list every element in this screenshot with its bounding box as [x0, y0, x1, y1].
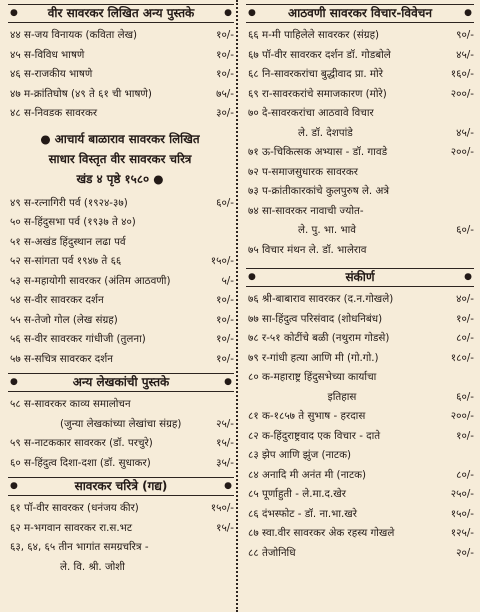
book-title: ५२ स-सांगता पर्व १९४७ ते ६६ [10, 255, 122, 267]
book-list-other-authors [0, 395, 240, 473]
book-price: १०/- [216, 29, 234, 41]
biography-heading-line3: खंड ४ पृष्ठे १५८० ● [76, 171, 164, 186]
book-price: ६०/- [456, 224, 474, 236]
book-title: ८२ क-हिंदुराष्ट्रवाद एक विचार - दाते [248, 429, 381, 442]
book-title: ५९ स-नाटककार सावरकर (डॉ. परचुरे) [10, 437, 153, 449]
book-price: १५/- [216, 437, 234, 449]
section-title: संकीर्ण [345, 270, 375, 284]
book-row [0, 330, 240, 350]
book-title: ७७ सा-हिंदुत्व परिसंवाद (शोधनिबंध) [248, 312, 383, 325]
left-column [0, 0, 240, 577]
book-list-memoirs [238, 26, 480, 260]
book-title: ६८ नि-सावरकरांचा बुद्धीवाद प्रा. मोरे [248, 68, 383, 80]
book-row [238, 143, 480, 163]
book-title: इतिहास [327, 390, 357, 403]
book-row [0, 558, 240, 578]
book-row [0, 519, 240, 539]
book-price: ४५/- [456, 48, 474, 61]
book-price: १०/- [456, 312, 474, 325]
book-row [0, 46, 240, 66]
book-title: ७३ प-क्रांतीकारकांचे कुलपुरुष ले. अत्रे [248, 185, 390, 197]
book-price: १५/- [216, 521, 234, 534]
book-row [238, 124, 480, 144]
book-row [238, 505, 480, 525]
book-title: ५३ स-महायोगी सावरकर (अंतिम आठवणी) [10, 274, 171, 287]
book-title: ७९ र-गांधी हत्या आणि मी (गो.गो.) [248, 351, 379, 364]
book-price: १५०/- [450, 507, 474, 520]
book-row [0, 213, 240, 233]
book-price: १०/- [216, 352, 234, 365]
book-title: ८७ स्वा.वीर सावरकर अेक रहस्य गोखले [248, 527, 395, 539]
book-row [238, 427, 480, 447]
book-price: १२५/- [450, 527, 474, 539]
book-price: ४५/- [456, 126, 474, 139]
book-price: २५/- [216, 417, 234, 430]
section-header-biographies-prose [8, 477, 234, 496]
book-title: ५८ स-सावरकर काव्य समालोचन [10, 398, 131, 410]
book-price: १०/- [216, 313, 234, 326]
book-title: ४५ स-विविध भाषणे [10, 48, 85, 61]
book-price: १५०/- [210, 502, 234, 514]
book-row [238, 368, 480, 388]
bullet-icon: ● [464, 272, 472, 282]
book-row [238, 466, 480, 486]
book-price: २००/- [450, 146, 474, 158]
bullet-icon: ● [10, 377, 18, 387]
book-title: ४९ स-रत्नागिरी पर्व (१९२४-३७) [10, 196, 128, 209]
book-title: ६९ रा-सावरकरांचे समाजकारण (मोरे) [248, 87, 387, 100]
book-row [238, 349, 480, 369]
section-header-other-authors [8, 373, 234, 392]
book-price: ५/- [221, 274, 234, 287]
book-price: १०/- [216, 294, 234, 306]
bullet-icon: ● [40, 131, 51, 146]
book-title: ५६ स-वीर सावरकर गांधीजी (तुलना) [10, 333, 146, 345]
book-title: ले. डॉ. देशपांडे [298, 126, 353, 139]
book-title: ४७ म-क्रांतिघोष (४९ ते ६१ ची भाषणे) [10, 87, 152, 100]
book-row [0, 194, 240, 214]
book-title: ८८ तेजोनिधि [248, 546, 296, 559]
book-row [238, 202, 480, 222]
book-price: २०/- [456, 546, 474, 559]
book-title: ७८ र-५१ कोटींचे बळी (नथुराम गोडसे) [248, 332, 390, 344]
book-row [0, 252, 240, 272]
book-row [0, 26, 240, 46]
book-row [0, 395, 240, 415]
book-title: ४८ स-निवडक सावरकर [10, 107, 98, 119]
book-row [238, 104, 480, 124]
book-title: ५७ स-सचित्र सावरकर दर्शन [10, 352, 113, 365]
book-title: ६६ म-मी पाहिलेले सावरकर (संग्रह) [248, 29, 380, 41]
book-price: ९०/- [456, 29, 474, 41]
book-title: ६० स-हिंदुत्व दिशा-दशा (डॉ. सुधाकर) [10, 456, 151, 469]
book-title: ८६ दंभस्फोट - डॉ. ना.भा.खरे [248, 507, 357, 520]
book-title: ४४ स-जय विनायक (कविता लेख) [10, 29, 138, 41]
book-row [0, 65, 240, 85]
book-row [238, 85, 480, 105]
book-title: ७५ विचार मंथन ले. डॉ. भालेराव [248, 243, 367, 256]
book-row [238, 407, 480, 427]
book-row [238, 524, 480, 544]
book-row [0, 85, 240, 105]
book-title: ८४ अनादि मी अनंत मी (नाटक) [248, 468, 367, 481]
book-price: ७५/- [216, 87, 234, 100]
book-title: (जुन्या लेखकांच्या लेखांचा संग्रह) [60, 417, 182, 430]
book-title: ७४ सा-सावरकर नावाची ज्योत- [248, 204, 364, 217]
bullet-icon: ● [224, 481, 232, 491]
book-row [238, 290, 480, 310]
book-title: ले. वि. श्री. जोशी [60, 560, 125, 573]
book-row [238, 182, 480, 202]
biography-heading-line2: साधार विस्तृत वीर सावरकर चरित्र [48, 151, 192, 166]
book-row [238, 241, 480, 261]
right-column [238, 0, 480, 563]
book-title: ले. पु. भा. भावे [298, 224, 357, 236]
book-row [0, 538, 240, 558]
book-list-biography [0, 194, 240, 370]
book-title: ५० स-हिंदुसभा पर्व (१९३७ ते ४०) [10, 216, 136, 228]
book-title: ८५ पूर्णाहुती - ले.मा.द.खेर [248, 488, 346, 500]
book-row [238, 221, 480, 241]
book-price: २५०/- [450, 488, 474, 500]
book-row [238, 46, 480, 66]
book-price: २००/- [450, 410, 474, 422]
book-title: ७१ ऊ-चिकित्सक अभ्यास - डॉ. गावडे [248, 146, 388, 158]
book-title: ८१ क-१८५७ ते सुभाष - हरदास [248, 410, 366, 422]
book-title: ७२ प-समाजसुधारक सावरकर [248, 165, 359, 178]
book-row [238, 388, 480, 408]
book-price: ६०/- [216, 196, 234, 209]
book-row [238, 544, 480, 564]
book-title: ५४ स-वीर सावरकर दर्शन [10, 294, 104, 306]
book-row [0, 291, 240, 311]
book-title: ६२ म-भगवान सावरकर रा.स.भट [10, 521, 133, 534]
book-title: ६७ पॉ-वीर सावरकर दर्शन डॉ. गोडबोले [248, 48, 391, 61]
section-header-savarkar-books [8, 4, 234, 23]
book-price: १५०/- [210, 255, 234, 267]
book-price: ४०/- [456, 293, 474, 305]
section-title: अन्य लेखकांची पुस्तके [72, 375, 170, 389]
book-row [238, 446, 480, 466]
section-title: सावरकर चरित्रे (गद्य) [74, 479, 168, 493]
book-row [238, 163, 480, 183]
book-list-biographies-prose [0, 499, 240, 577]
book-title: ६१ पॉ-वीर सावरकर (धनंजय कीर) [10, 502, 139, 514]
book-row [238, 329, 480, 349]
book-row [0, 434, 240, 454]
book-row [0, 350, 240, 370]
book-row [0, 233, 240, 253]
book-title: ५१ स-अखंड हिंदुस्थान लढा पर्व [10, 235, 126, 248]
book-row [0, 499, 240, 519]
book-title: ७६ श्री-बाबाराव सावरकर (द.न.गोखले) [248, 293, 394, 305]
book-title: ६३, ६४, ६५ तीन भागांत समग्रचरित्र - [10, 541, 149, 553]
book-row [0, 311, 240, 331]
book-price: १०/- [456, 429, 474, 442]
book-price: ३०/- [216, 107, 234, 119]
book-row [0, 415, 240, 435]
book-price: १८०/- [450, 351, 474, 364]
book-row [238, 26, 480, 46]
book-price: ८०/- [456, 332, 474, 344]
book-row [0, 104, 240, 124]
book-price: १६०/- [450, 68, 474, 80]
bullet-icon: ● [224, 8, 232, 18]
bullet-icon: ● [464, 8, 472, 18]
bullet-icon: ● [10, 8, 18, 18]
section-header-miscellaneous [246, 268, 474, 287]
book-row [0, 272, 240, 292]
book-price: १०/- [216, 48, 234, 61]
bullet-icon: ● [10, 481, 18, 491]
book-title: ८३ झेप आणि झुंज (नाटक) [248, 449, 352, 461]
book-price: ८०/- [456, 468, 474, 481]
book-row [238, 310, 480, 330]
book-title: ७० दे-सावरकरांचा आठवावे विचार [248, 107, 374, 119]
book-list-miscellaneous [238, 290, 480, 563]
book-price: १०/- [216, 68, 234, 80]
section-title: आठवणी सावरकर विचार-विवेचन [287, 6, 433, 20]
book-row [0, 454, 240, 474]
bullet-icon: ● [224, 377, 232, 387]
book-price: ६०/- [456, 390, 474, 403]
bullet-icon: ● [248, 272, 256, 282]
book-title: ४६ स-राजकीय भाषणे [10, 68, 93, 80]
bullet-icon: ● [153, 171, 164, 186]
book-list-savarkar [0, 26, 240, 124]
book-title: ५५ स-तेजो गोल (लेख संग्रह) [10, 313, 118, 326]
book-row [238, 65, 480, 85]
book-price: २००/- [450, 87, 474, 100]
book-price: ३५/- [216, 456, 234, 469]
book-price: १०/- [216, 333, 234, 345]
section-header-memoirs [246, 4, 474, 23]
book-title: ८० क-महाराष्ट्र हिंदुसभेच्या कार्याचा [248, 371, 377, 383]
book-row [238, 485, 480, 505]
bullet-icon: ● [248, 8, 256, 18]
biography-heading-line1: ● आचार्य बाळाराव सावरकर लिखित [40, 131, 200, 146]
section-title: वीर सावरकर लिखित अन्य पुस्तके [47, 6, 195, 20]
